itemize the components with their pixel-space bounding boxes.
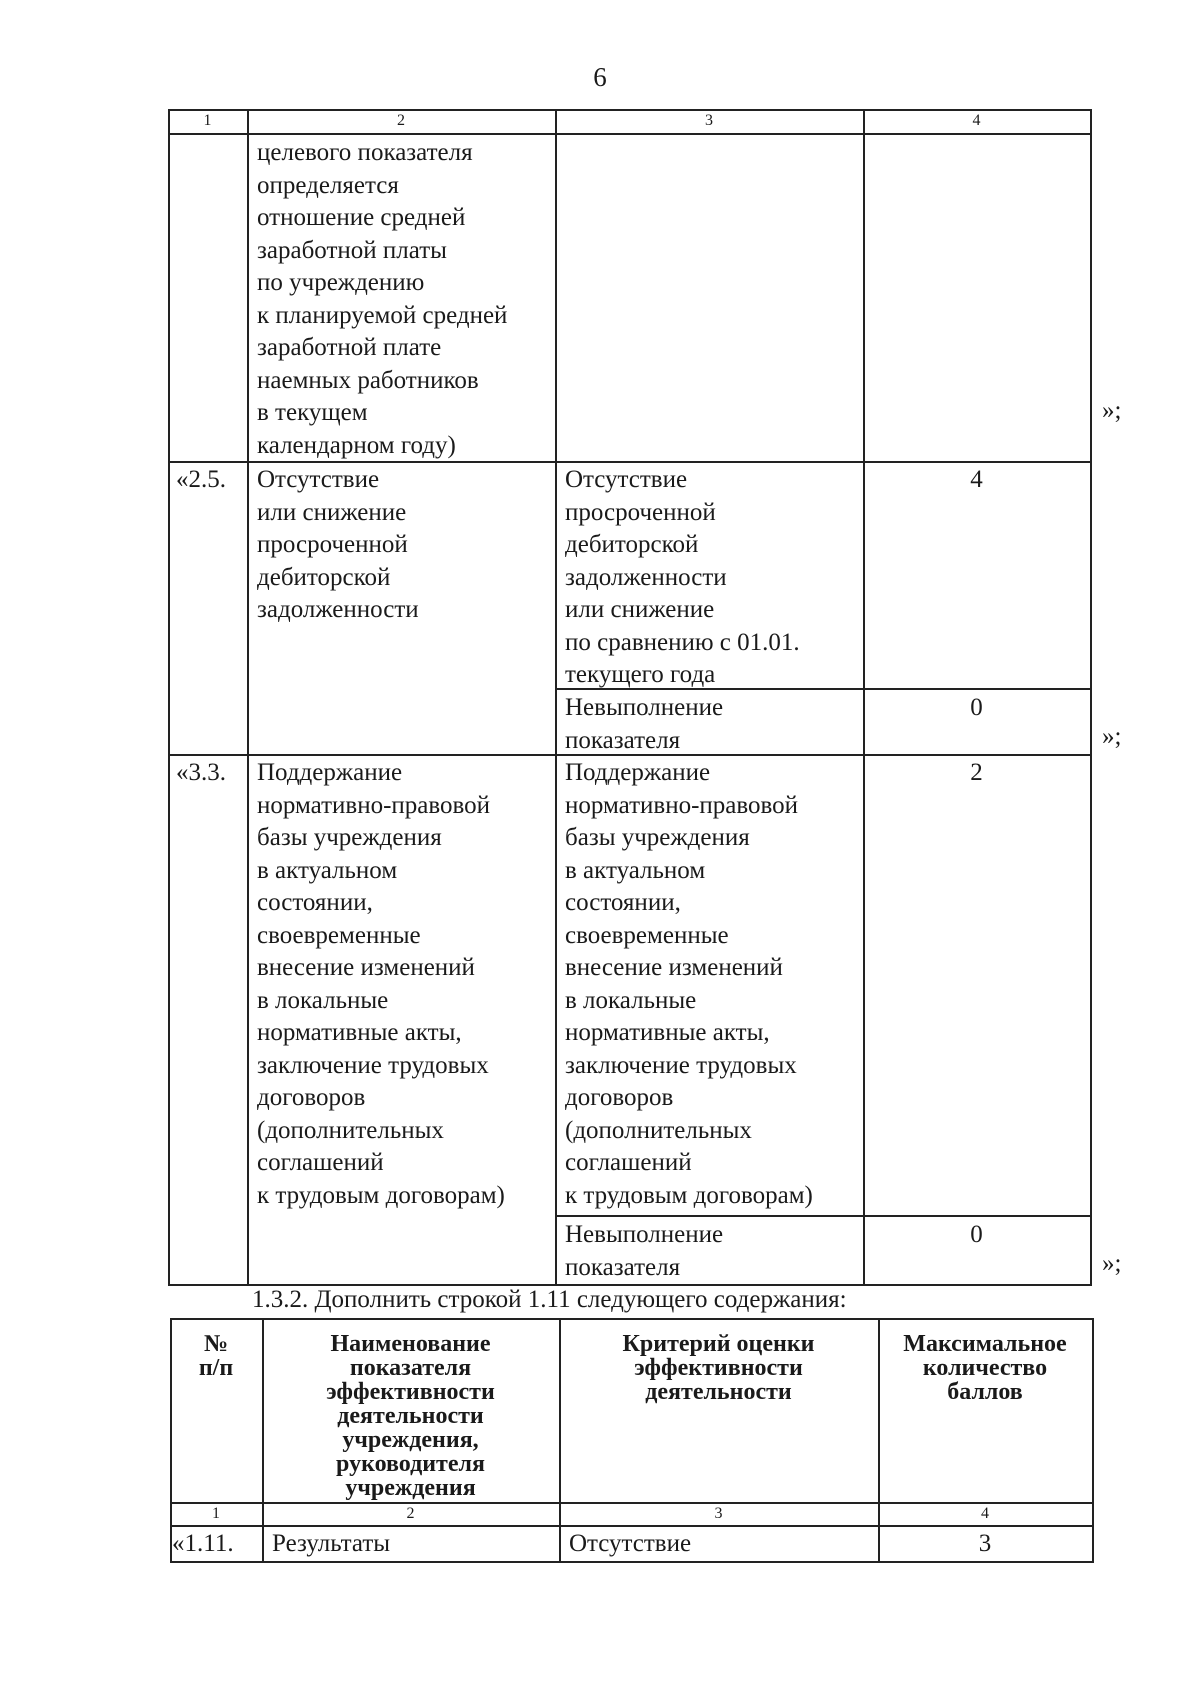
criterion-text: Невыполнение показателя — [565, 1221, 724, 1281]
column-number: 4 — [981, 1505, 989, 1522]
table-border — [1090, 109, 1092, 1286]
indicator-name: Отсутствие или снижение просроченной дебиторской задолженности — [257, 466, 419, 623]
closing-quote: »; — [1102, 1250, 1122, 1277]
score-value: 0 — [970, 694, 983, 721]
column-number: 1 — [203, 112, 212, 129]
table-border — [170, 1525, 1094, 1527]
table-border — [555, 1215, 1092, 1217]
column-number: 3 — [705, 112, 713, 129]
row-number: «3.3. — [176, 759, 226, 786]
table-border — [170, 1561, 1094, 1563]
column-number: 4 — [972, 112, 981, 129]
table-border — [170, 1318, 1094, 1320]
header-number: № п/п — [198, 1331, 234, 1381]
table-border — [168, 133, 1092, 135]
score-value: 4 — [970, 466, 983, 493]
closing-quote: »; — [1102, 397, 1122, 424]
header-max-score: Максимальное количество баллов — [903, 1331, 1067, 1405]
column-number: 3 — [714, 1505, 723, 1522]
table-border — [168, 109, 1092, 111]
closing-quote: »; — [1102, 723, 1122, 750]
column-number: 2 — [406, 1505, 415, 1522]
column-number: 2 — [397, 112, 405, 129]
table-border — [168, 109, 170, 1286]
criterion-text: Отсутствие просроченной дебиторской задолженности или снижение по сравнению с 01.01. текущего года — [565, 466, 800, 688]
page-number: 6 — [593, 62, 607, 92]
criterion-text: Невыполнение показателя — [565, 694, 724, 754]
column-number: 1 — [212, 1505, 220, 1522]
row-number: «2.5. — [176, 466, 226, 493]
header-criteria: Критерий оценки эффективности деятельности — [622, 1331, 815, 1405]
score-value: 0 — [970, 1221, 983, 1248]
criterion-text: Поддержание нормативно-правовой базы учреждения в актуальном состоянии, своевременные внесение изменений в локальные нормативные акты, заключение трудовых договоров (дополнительных соглашений к трудовым договорам) — [565, 759, 813, 1209]
table-border — [555, 109, 557, 1286]
table-border — [247, 109, 249, 1286]
table-border — [170, 1502, 1094, 1504]
table-border — [1092, 1318, 1094, 1563]
score-value: 2 — [970, 759, 983, 786]
indicator-name: Результаты — [272, 1530, 391, 1557]
criterion-text: Отсутствие — [569, 1530, 692, 1557]
header-indicator-name: Наименование показателя эффективности деятельности учреждения, руководителя учреждения — [326, 1331, 495, 1501]
indicator-name: Поддержание нормативно-правовой базы учреждения в актуальном состоянии, своевременные внесение изменений в локальные нормативные акты, заключение трудовых договоров (дополнительных соглашений к трудовым договорам) — [257, 759, 505, 1209]
score-value: 3 — [978, 1530, 992, 1557]
continued-indicator-text: целевого показателя определяется отношение средней заработной платы по учреждению к планируемой средней заработной плате наемных работников в текущем календарном году) — [257, 139, 508, 459]
row-number: «1.11. — [172, 1530, 234, 1557]
paragraph-text: 1.3.2. Дополнить строкой 1.11 следующего содержания: — [252, 1286, 847, 1313]
